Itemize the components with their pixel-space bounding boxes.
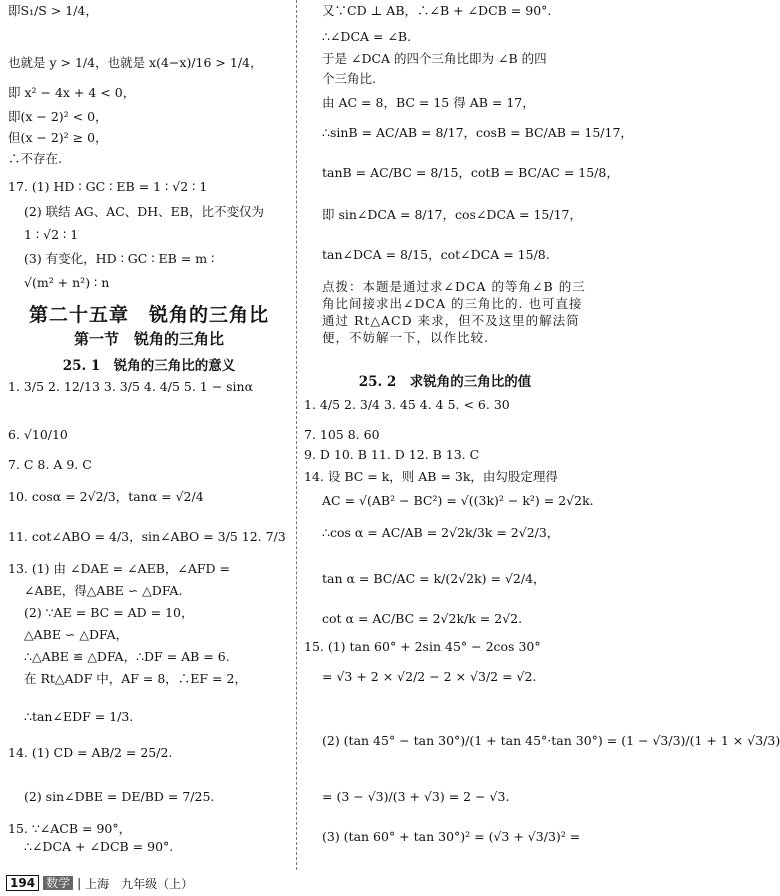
answer-line: ∴△ABE ≌ △DFA，∴DF = AB = 6. bbox=[24, 649, 230, 664]
answer-line: 即 x² − 4x + 4 < 0， bbox=[8, 85, 136, 100]
answer-line: 11. cot∠ABO = 4/3，sin∠ABO = 3/5 12. 7/3 bbox=[8, 529, 286, 544]
answer-line: tan∠DCA = 8/15，cot∠DCA = 15/8. bbox=[322, 247, 550, 262]
footer-divider: | bbox=[77, 876, 82, 890]
left-column bbox=[8, 0, 290, 870]
hint-paragraph: 点拨：本题是通过求∠DCA 的等角∠B 的三角比间接求出∠DCA 的三角比的. 也可直接通过 Rt△ACD 来求，但不及这里的解法简便，不妨解一下，以作比较. bbox=[322, 279, 586, 345]
answer-line: (3) (tan 60° + tan 30°)² = (√3 + √3/3)² = bbox=[322, 829, 581, 844]
answer-line: 6. √10/10 bbox=[8, 427, 68, 442]
answer-line: 由 AC = 8，BC = 15 得 AB = 17， bbox=[322, 95, 535, 110]
answer-line: ∴不存在. bbox=[8, 151, 62, 166]
answer-line: 于是 ∠DCA 的四个三角比即为 ∠B 的四 bbox=[322, 51, 547, 66]
answer-line: (3) 有变化，HD ∶ GC ∶ EB = m ∶ bbox=[24, 251, 215, 266]
answer-line: 15. ∵∠ACB = 90°， bbox=[8, 821, 132, 836]
chapter-title: 第二十五章 锐角的三角比 bbox=[28, 304, 269, 326]
answer-line: 即 sin∠DCA = 8/17，cos∠DCA = 15/17， bbox=[322, 207, 582, 222]
answer-line: 又∵CD ⊥ AB，∴∠B + ∠DCB = 90°. bbox=[322, 3, 552, 18]
right-column bbox=[304, 0, 780, 870]
answer-line: ∴tan∠EDF = 1/3. bbox=[24, 709, 134, 724]
answer-line: 1. 3/5 2. 12/13 3. 3/5 4. 4/5 5. 1 − sinα bbox=[8, 379, 254, 394]
answer-line: (2) (tan 45° − tan 30°)/(1 + tan 45°·tan 30°) = (1 − √3/3)/(1 + 1 × √3/3) bbox=[322, 733, 780, 748]
answer-line: 14. 设 BC = k，则 AB = 3k，由勾股定理得 bbox=[304, 469, 558, 484]
footer-text: 上海 九年级（上） bbox=[85, 876, 194, 891]
answer-line: (2) sin∠DBE = DE/BD = 7/25. bbox=[24, 789, 215, 804]
answer-line: 7. 105 8. 60 bbox=[304, 427, 380, 442]
answer-line: √(m² + n²) ∶ n bbox=[24, 275, 110, 290]
answer-line: cot α = AC/BC = 2√2k/k = 2√2. bbox=[322, 611, 523, 626]
page-number: 194 bbox=[6, 875, 39, 891]
answer-line: 个三角比. bbox=[322, 71, 376, 86]
answer-line: (2) 联结 AG、AC、DH、EB，比不变仅为 bbox=[24, 204, 264, 219]
answer-line: 9. D 10. B 11. D 12. B 13. C bbox=[304, 447, 480, 462]
subsection-title: 25. 1 锐角的三角比的意义 bbox=[62, 358, 236, 374]
answer-line: 也就是 y > 1/4，也就是 x(4−x)/16 > 1/4， bbox=[8, 55, 263, 70]
page-footer bbox=[6, 874, 193, 892]
subsection-title: 25. 2 求锐角的三角比的值 bbox=[358, 374, 532, 390]
answer-line: ∴∠DCA + ∠DCB = 90°. bbox=[24, 839, 174, 854]
answer-line: 即S₁/S > 1/4， bbox=[8, 3, 98, 18]
answer-line: 1. 4/5 2. 3/4 3. 45 4. 4 5. < 6. 30 bbox=[304, 397, 510, 412]
answer-line: = √3 + 2 × √2/2 − 2 × √3/2 = √2. bbox=[322, 669, 537, 684]
answer-line: ∴cos α = AC/AB = 2√2k/3k = 2√2/3， bbox=[322, 525, 560, 540]
answer-line: 在 Rt△ADF 中，AF = 8，∴EF = 2， bbox=[24, 671, 247, 686]
answer-line: 但(x − 2)² ≥ 0， bbox=[8, 130, 108, 145]
answer-line: 10. cosα = 2√2/3，tanα = √2/4 bbox=[8, 489, 204, 504]
section-title: 第一节 锐角的三角比 bbox=[73, 330, 224, 348]
answer-line: 15. (1) tan 60° + 2sin 45° − 2cos 30° bbox=[304, 639, 541, 654]
answer-line: ∴sinB = AC/AB = 8/17，cosB = BC/AB = 15/17， bbox=[322, 125, 633, 140]
answer-line: 即(x − 2)² < 0， bbox=[8, 109, 108, 124]
subject-badge: 数学 bbox=[43, 876, 73, 890]
answer-line: ∴∠DCA = ∠B. bbox=[322, 29, 412, 44]
answer-line: = (3 − √3)/(3 + √3) = 2 − √3. bbox=[322, 789, 510, 804]
answer-line: ∠ABE，得△ABE ∽ △DFA. bbox=[24, 583, 183, 598]
answer-line: 13. (1) 由 ∠DAE = ∠AEB，∠AFD = bbox=[8, 561, 231, 576]
answer-line: 7. C 8. A 9. C bbox=[8, 457, 92, 472]
answer-line: 14. (1) CD = AB/2 = 25/2. bbox=[8, 745, 173, 760]
answer-line: 17. (1) HD ∶ GC ∶ EB = 1 ∶ √2 ∶ 1 bbox=[8, 179, 208, 194]
answer-line: tan α = BC/AC = k/(2√2k) = √2/4， bbox=[322, 571, 546, 586]
column-divider bbox=[296, 0, 297, 870]
answer-line: (2) ∵AE = BC = AD = 10， bbox=[24, 605, 194, 620]
answer-line: tanB = AC/BC = 8/15，cotB = BC/AC = 15/8， bbox=[322, 165, 619, 180]
answer-line: 1 ∶ √2 ∶ 1 bbox=[24, 227, 79, 242]
answer-line: AC = √(AB² − BC²) = √((3k)² − k²) = 2√2k. bbox=[322, 493, 594, 508]
answer-line: △ABE ∽ △DFA， bbox=[24, 627, 129, 642]
